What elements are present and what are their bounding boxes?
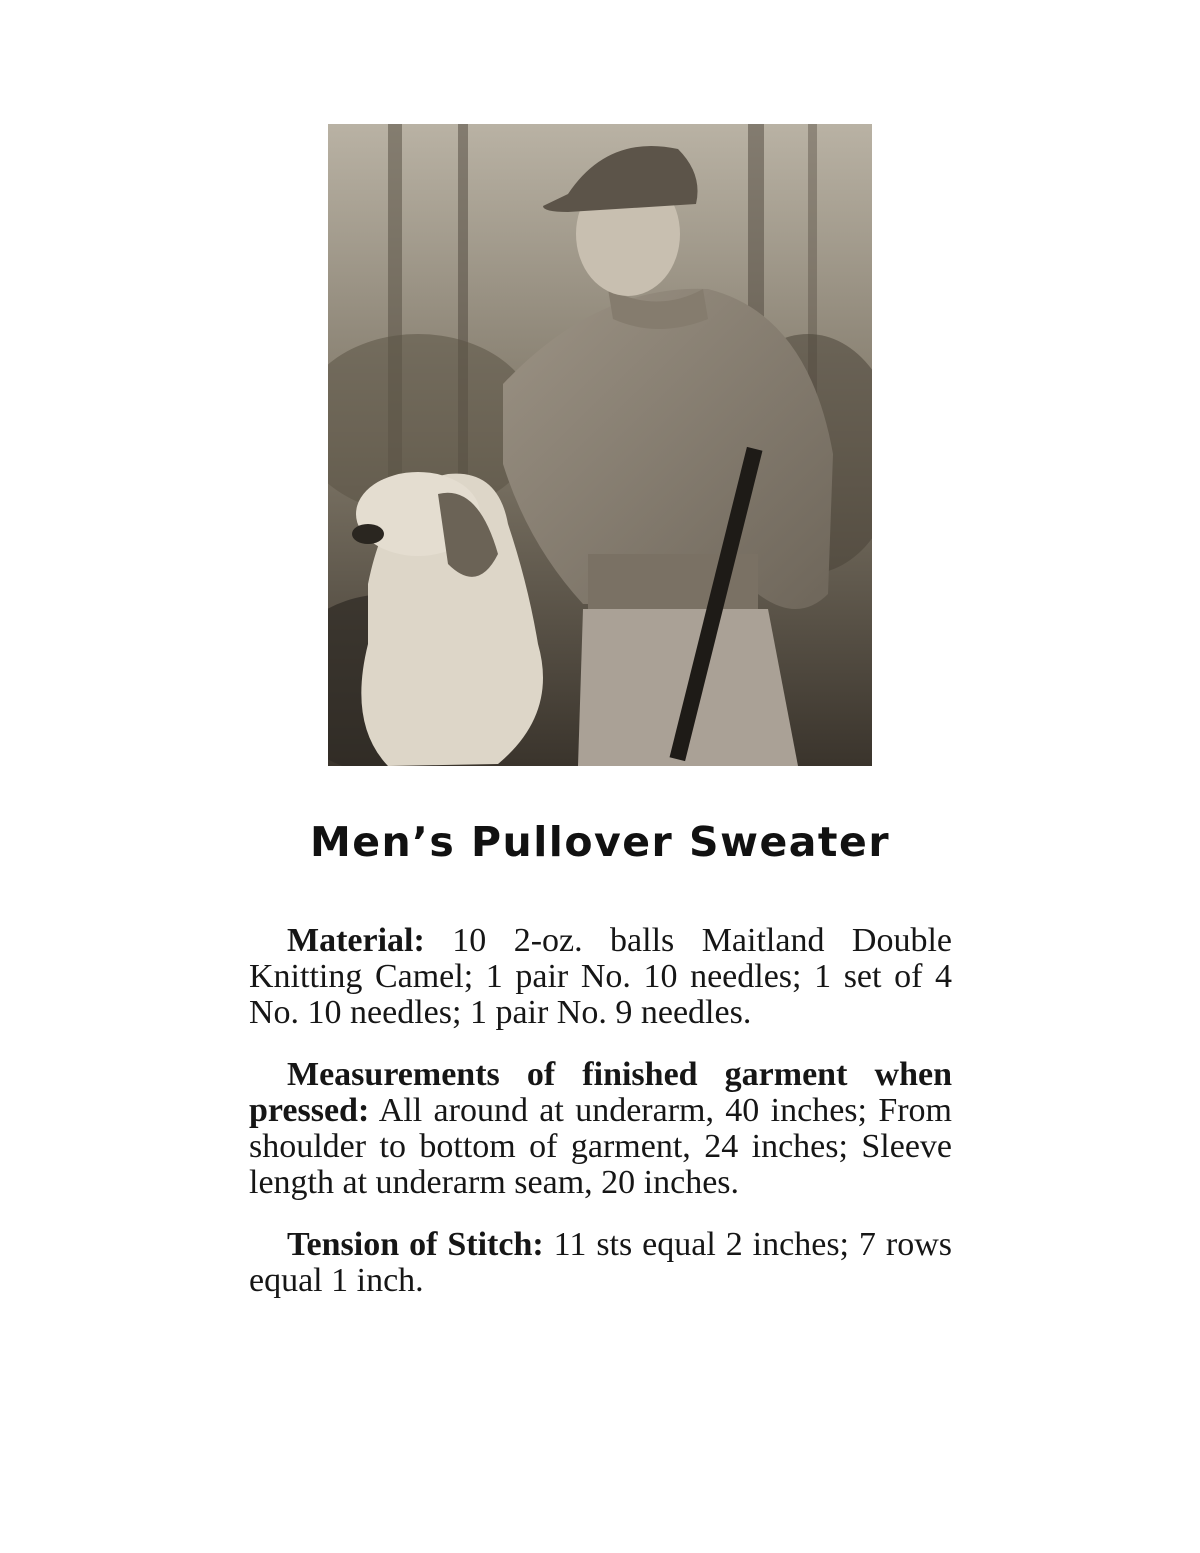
vintage-photo	[328, 124, 872, 766]
measurements-label: Measurements of finished garment when pressed:	[249, 1056, 952, 1129]
pattern-details	[249, 923, 952, 1325]
measurements-paragraph	[249, 1057, 952, 1201]
tension-paragraph	[249, 1227, 952, 1299]
photo-man-with-dog-icon	[328, 124, 872, 766]
tension-label: Tension of Stitch:	[287, 1226, 544, 1263]
measurements-text: All around at underarm, 40 inches; From shoulder to bottom of garment, 24 inches; Sleeve length at underarm seam, 20 inches.	[249, 1092, 952, 1201]
tension-text: 11 sts equal 2 inches; 7 rows equal 1 inch.	[249, 1226, 952, 1299]
page-title: Men’s Pullover Sweater	[309, 818, 891, 866]
material-paragraph	[249, 923, 952, 1031]
material-text: 10 2-oz. balls Maitland Double Knitting Camel; 1 pair No. 10 needles; 1 set of 4 No. 10 needles; 1 pair No. 9 needles.	[249, 922, 952, 1031]
material-label: Material:	[287, 922, 425, 959]
